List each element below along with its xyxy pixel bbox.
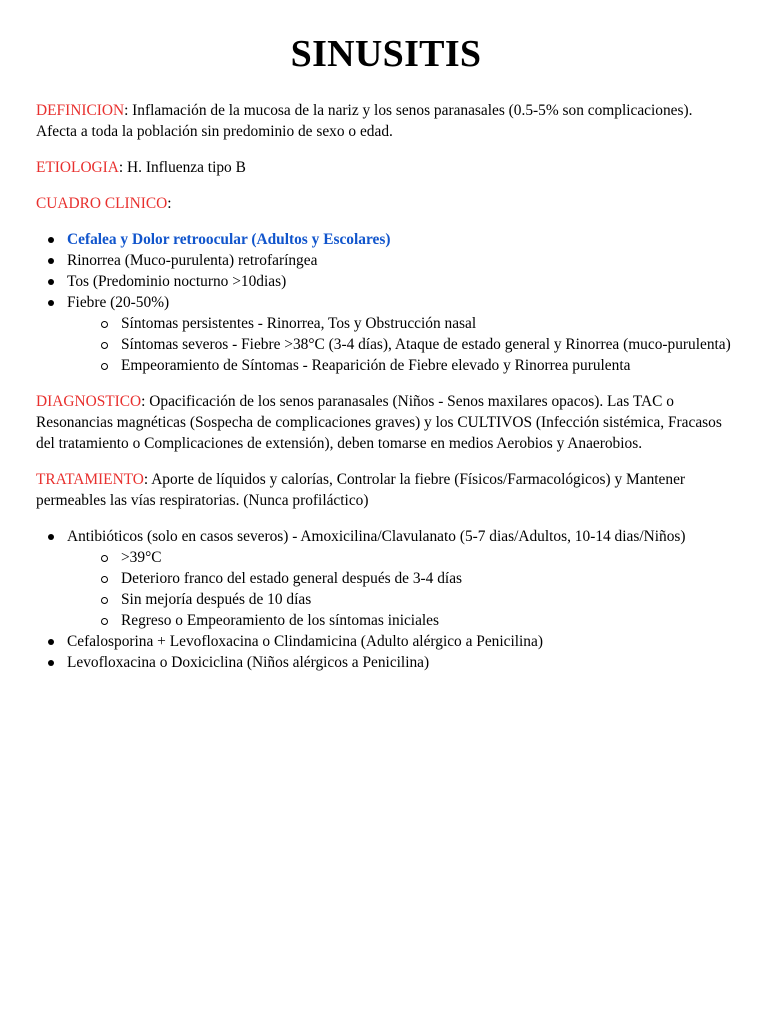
sub-list-item-text: Empeoramiento de Síntomas - Reaparición de Fiebre elevado y Rinorrea purulenta (121, 357, 631, 374)
list-item-text: Antibióticos (solo en casos severos) - Amoxicilina/Clavulanato (5-7 dias/Adultos, 10-14 dias/Niños) (67, 528, 686, 545)
cuadro-clinico-list (36, 229, 736, 376)
list-item (36, 292, 736, 376)
sub-list-item-text: Síntomas persistentes - Rinorrea, Tos y Obstrucción nasal (121, 315, 477, 332)
list-item (36, 271, 736, 292)
circle-bullet-icon (101, 342, 108, 349)
bullet-icon (48, 258, 54, 264)
sub-list-item-text: >39°C (121, 549, 162, 566)
bullet-icon (48, 639, 54, 645)
sub-list-item (67, 313, 736, 334)
antibioticos-sublist (67, 547, 736, 631)
definicion-paragraph (36, 100, 736, 142)
sub-list-item-text: Regreso o Empeoramiento de los síntomas iniciales (121, 612, 440, 629)
sub-list-item-text: Deterioro franco del estado general después de 3-4 días (121, 570, 463, 587)
bullet-icon (48, 279, 54, 285)
circle-bullet-icon (101, 597, 108, 604)
sub-list-item (67, 610, 736, 631)
sub-list-item (67, 355, 736, 376)
cuadro-clinico-heading (36, 193, 736, 214)
list-item (36, 526, 736, 631)
list-item-text: Tos (Predominio nocturno >10dias) (67, 273, 287, 290)
sub-list-item (67, 568, 736, 589)
tratamiento-paragraph (36, 469, 736, 511)
cuadro-clinico-colon: : (167, 195, 172, 212)
list-item-text: Fiebre (20-50%) (67, 294, 170, 311)
circle-bullet-icon (101, 363, 108, 370)
sub-list-item (67, 334, 736, 355)
circle-bullet-icon (101, 555, 108, 562)
circle-bullet-icon (101, 321, 108, 328)
bullet-icon (48, 300, 54, 306)
circle-bullet-icon (101, 618, 108, 625)
etiologia-label: ETIOLOGIA (36, 159, 119, 176)
circle-bullet-icon (101, 576, 108, 583)
tratamiento-list (36, 526, 736, 673)
sub-list-item (67, 589, 736, 610)
bullet-icon (48, 534, 54, 540)
list-item-text: Rinorrea (Muco-purulenta) retrofaríngea (67, 252, 318, 269)
list-item (36, 652, 736, 673)
list-item-text: Levofloxacina o Doxiciclina (Niños alérgicos a Penicilina) (67, 654, 430, 671)
fiebre-sublist (67, 313, 736, 376)
page-title: SINUSITIS (290, 33, 482, 75)
definicion-text: : Inflamación de la mucosa de la nariz y los senos paranasales (0.5-5% son complicaciones). Afecta a toda la población sin predominio de sexo o edad. (36, 102, 693, 140)
list-item (36, 631, 736, 652)
list-item-text: Cefalea y Dolor retroocular (Adultos y Escolares) (67, 231, 391, 248)
tratamiento-text: : Aporte de líquidos y calorías, Controlar la fiebre (Físicos/Farmacológicos) y Mantener permeables las vías respiratorias. (Nunca profiláctico) (36, 471, 686, 509)
document-page (36, 30, 736, 673)
bullet-icon (48, 660, 54, 666)
diagnostico-label: DIAGNOSTICO (36, 393, 142, 410)
sub-list-item-text: Sin mejoría después de 10 días (121, 591, 312, 608)
etiologia-paragraph (36, 157, 736, 178)
definicion-label: DEFINICION (36, 102, 125, 119)
list-item (36, 250, 736, 271)
sub-list-item (67, 547, 736, 568)
bullet-icon (48, 237, 54, 243)
cuadro-clinico-label: CUADRO CLINICO (36, 195, 168, 212)
tratamiento-label: TRATAMIENTO (36, 471, 144, 488)
diagnostico-text: : Opacificación de los senos paranasales (Niños - Senos maxilares opacos). Las TAC o Resonancias magnéticas (Sospecha de complicaciones graves) y los CULTIVOS (Infección sistémica, Fracasos del tratamiento o Complicaciones de extensión), deben tomarse en medios Aerobios y Anaerobios. (36, 393, 722, 452)
etiologia-text: : H. Influenza tipo B (118, 159, 246, 176)
list-item-text: Cefalosporina + Levofloxacina o Clindamicina (Adulto alérgico a Penicilina) (67, 633, 543, 650)
list-item (36, 229, 736, 250)
sub-list-item-text: Síntomas severos - Fiebre >38°C (3-4 días), Ataque de estado general y Rinorrea (muco-purulenta) (121, 336, 731, 353)
diagnostico-paragraph (36, 391, 736, 454)
